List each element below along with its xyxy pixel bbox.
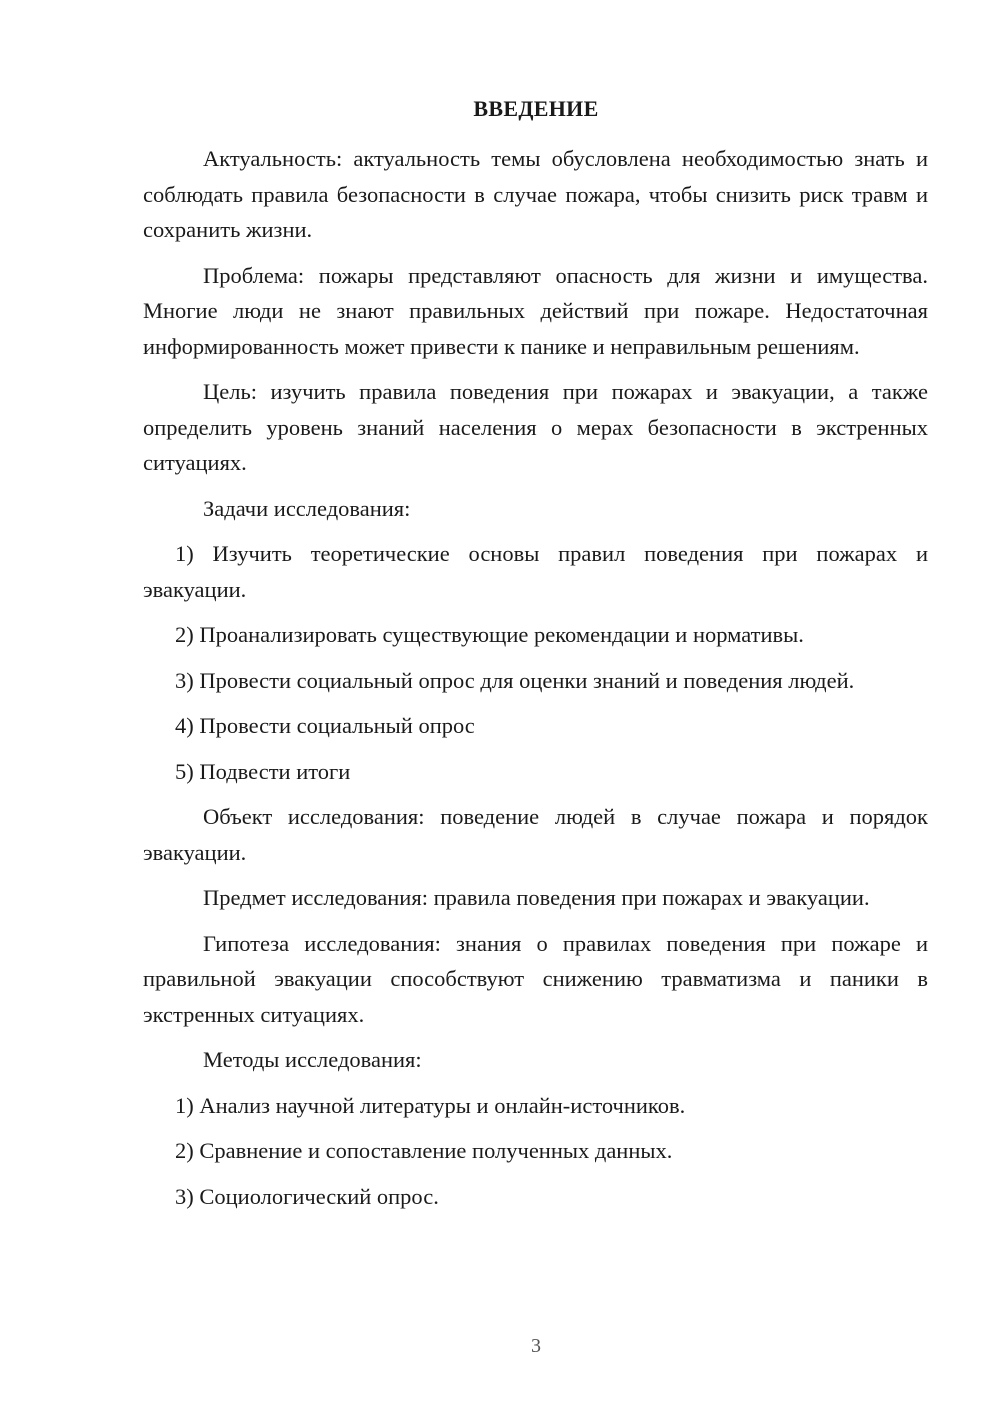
task-item: 5) Подвести итоги — [175, 758, 351, 784]
task-item: 1) Изучить теоретические основы правил поведения при пожарах и эвакуации. — [143, 541, 928, 602]
paragraph-subject: Предмет исследования: правила поведения при пожарах и эвакуации. — [203, 885, 870, 910]
task-item: 3) Провести социальный опрос для оценки знаний и поведения людей. — [175, 667, 855, 693]
method-item: 3) Социологический опрос. — [175, 1183, 439, 1209]
paragraph-problem: Проблема: пожары представляют опасность для жизни и имущества. Многие люди не знают правильных действий при пожаре. Недостаточная информированность может привести к панике и неправильным решениям. — [143, 262, 928, 359]
paragraph-tasks-heading: Задачи исследования: — [203, 495, 411, 521]
paragraph-object: Объект исследования: поведение людей в случае пожара и порядок эвакуации. — [143, 804, 928, 865]
paragraph-goal: Цель: изучить правила поведения при пожарах и эвакуации, а также определить уровень знаний населения о мерах безопасности в экстренных ситуациях. — [143, 379, 928, 475]
task-item: 2) Проанализировать существующие рекомендации и нормативы. — [175, 622, 804, 647]
method-item: 1) Анализ научной литературы и онлайн-источников. — [175, 1092, 686, 1118]
section-title: ВВЕДЕНИЕ — [473, 96, 599, 121]
task-item: 4) Провести социальный опрос — [175, 713, 475, 738]
page-number: 3 — [531, 1335, 541, 1357]
paragraph-hypothesis: Гипотеза исследования: знания о правилах поведения при пожаре и правильной эвакуации способствуют снижению травматизма и паники в экстренных ситуациях. — [143, 930, 928, 1027]
document-body — [143, 141, 928, 1224]
paragraph-methods-heading: Методы исследования: — [203, 1047, 422, 1072]
paragraph-relevance: Актуальность: актуальность темы обусловлена необходимостью знать и соблюдать правила безопасности в случае пожара, чтобы снизить риск травм и сохранить жизни. — [143, 146, 928, 242]
method-item: 2) Сравнение и сопоставление полученных данных. — [175, 1138, 673, 1163]
